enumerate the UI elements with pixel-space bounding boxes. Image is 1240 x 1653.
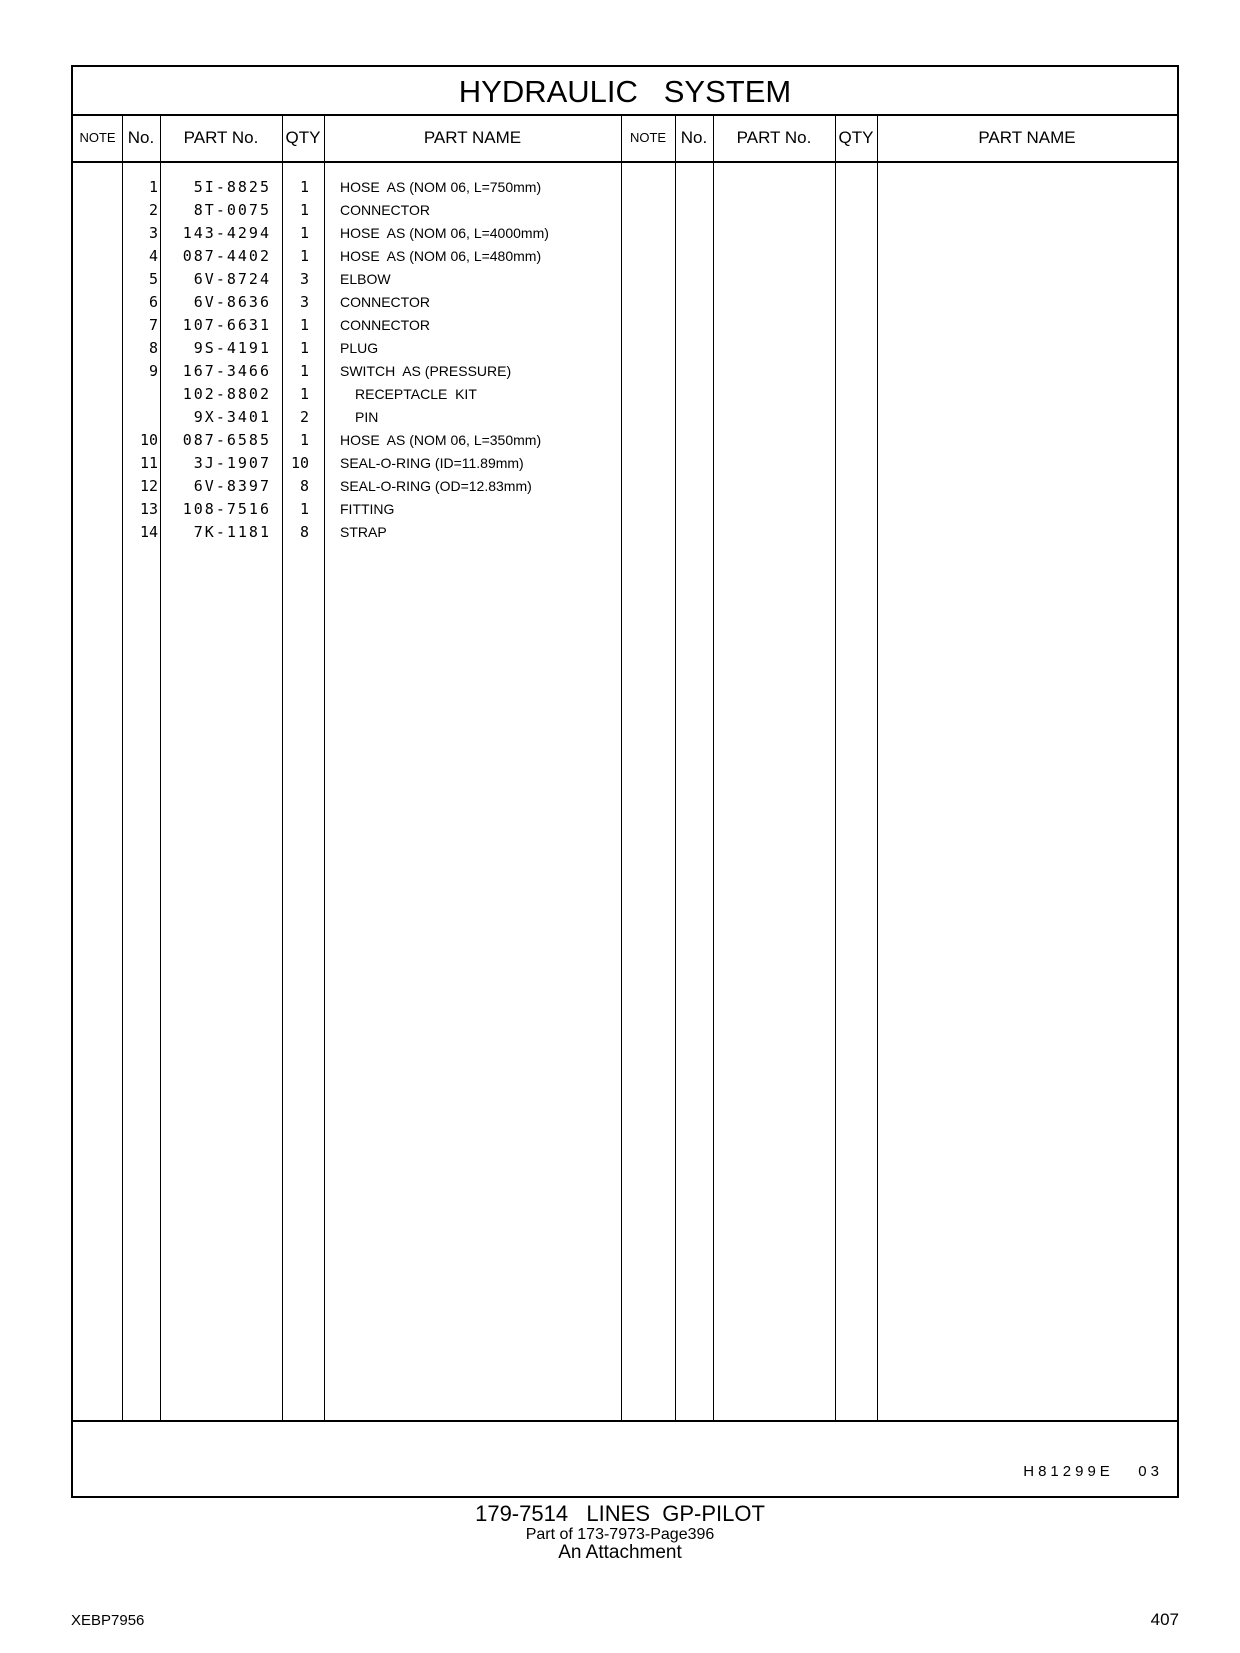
drawing-code: H81299E 03 <box>1023 1463 1163 1480</box>
quantity: 1 <box>299 316 309 334</box>
part-name: STRAP <box>340 524 387 540</box>
part-number: 143-4294 <box>182 224 271 242</box>
part-name: PIN <box>355 409 379 425</box>
part-name: SEAL-O-RING (ID=11.89mm) <box>340 455 524 471</box>
document-id: XEBP7956 <box>71 1612 145 1629</box>
part-number: 9X-3401 <box>193 408 271 426</box>
quantity: 8 <box>299 523 309 541</box>
table-header <box>73 114 1177 163</box>
column-divider <box>877 161 878 1420</box>
column-divider <box>713 161 714 1420</box>
header-note-left: NOTE <box>79 130 116 145</box>
part-name: CONNECTOR <box>340 294 430 310</box>
header-note-right: NOTE <box>629 130 667 145</box>
item-number: 12 <box>139 477 158 495</box>
column-divider <box>835 161 836 1420</box>
quantity: 10 <box>290 454 309 472</box>
part-number: 6V-8397 <box>193 477 271 495</box>
part-number: 108-7516 <box>182 500 271 518</box>
item-number: 6 <box>148 293 158 311</box>
column-divider <box>835 114 836 161</box>
part-number: 107-6631 <box>182 316 271 334</box>
header-qty-right: QTY <box>838 128 874 147</box>
part-number: 9S-4191 <box>193 339 271 357</box>
caption-note: An Attachment <box>558 1542 682 1563</box>
item-number: 9 <box>148 362 158 380</box>
column-divider <box>324 161 325 1420</box>
caption-subtitle: Part of 173-7973-Page396 <box>525 1526 715 1543</box>
quantity: 2 <box>299 408 309 426</box>
column-divider <box>122 114 123 161</box>
quantity: 1 <box>299 224 309 242</box>
item-number: 8 <box>148 339 158 357</box>
quantity: 1 <box>299 500 309 518</box>
part-name: CONNECTOR <box>340 317 430 333</box>
header-part-no-right: PART No. <box>736 128 812 147</box>
column-divider <box>621 161 622 1420</box>
item-number: 5 <box>148 270 158 288</box>
part-name: CONNECTOR <box>340 202 430 218</box>
column-divider <box>675 161 676 1420</box>
item-number: 2 <box>148 201 158 219</box>
part-name: PLUG <box>340 340 379 356</box>
quantity: 3 <box>299 293 309 311</box>
part-name: SWITCH AS (PRESSURE) <box>340 363 512 379</box>
part-name: FITTING <box>340 501 395 517</box>
figure-caption <box>0 1502 1240 1563</box>
item-number: 10 <box>139 431 158 449</box>
column-divider <box>713 114 714 161</box>
quantity: 1 <box>299 339 309 357</box>
column-divider <box>324 114 325 161</box>
part-number: 8T-0075 <box>193 201 271 219</box>
item-number: 11 <box>139 454 158 472</box>
column-divider <box>160 161 161 1420</box>
column-divider <box>160 114 161 161</box>
item-number: 1 <box>148 178 158 196</box>
quantity: 3 <box>299 270 309 288</box>
item-number: 3 <box>148 224 158 242</box>
part-name: HOSE AS (NOM 06, L=350mm) <box>340 432 542 448</box>
item-number: 13 <box>139 500 158 518</box>
part-name: RECEPTACLE KIT <box>355 386 477 402</box>
column-divider <box>282 114 283 161</box>
column-divider <box>621 114 622 161</box>
header-part-no-left: PART No. <box>183 128 259 147</box>
header-qty-left: QTY <box>285 128 321 147</box>
caption-title: 179-7514 LINES GP-PILOT <box>475 1501 765 1526</box>
part-number: 087-6585 <box>182 431 271 449</box>
part-number: 5I-8825 <box>193 178 271 196</box>
part-number: 7K-1181 <box>193 523 271 541</box>
page-number: 407 <box>1150 1610 1179 1629</box>
item-number: 7 <box>148 316 158 334</box>
header-no-right: No. <box>680 128 708 147</box>
header-part-name-right: PART NAME <box>978 128 1076 147</box>
table-body <box>73 161 1177 1422</box>
item-number: 4 <box>148 247 158 265</box>
part-name: ELBOW <box>340 271 391 287</box>
item-number: 14 <box>139 523 158 541</box>
part-number: 6V-8724 <box>193 270 271 288</box>
quantity: 1 <box>299 385 309 403</box>
header-part-name-left: PART NAME <box>423 128 522 147</box>
page-title: HYDRAULIC SYSTEM <box>73 67 1177 116</box>
part-number: 102-8802 <box>182 385 271 403</box>
part-name: HOSE AS (NOM 06, L=480mm) <box>340 248 542 264</box>
quantity: 1 <box>299 201 309 219</box>
part-name: HOSE AS (NOM 06, L=4000mm) <box>340 225 549 241</box>
column-divider <box>675 114 676 161</box>
column-divider <box>877 114 878 161</box>
header-no-left: No. <box>127 128 155 147</box>
quantity: 1 <box>299 178 309 196</box>
part-number: 167-3466 <box>182 362 271 380</box>
quantity: 8 <box>299 477 309 495</box>
part-name: SEAL-O-RING (OD=12.83mm) <box>340 478 532 494</box>
part-number: 3J-1907 <box>193 454 271 472</box>
quantity: 1 <box>299 362 309 380</box>
part-name: HOSE AS (NOM 06, L=750mm) <box>340 179 542 195</box>
part-number: 087-4402 <box>182 247 271 265</box>
parts-table-frame <box>71 65 1179 1498</box>
quantity: 1 <box>299 247 309 265</box>
quantity: 1 <box>299 431 309 449</box>
part-number: 6V-8636 <box>193 293 271 311</box>
